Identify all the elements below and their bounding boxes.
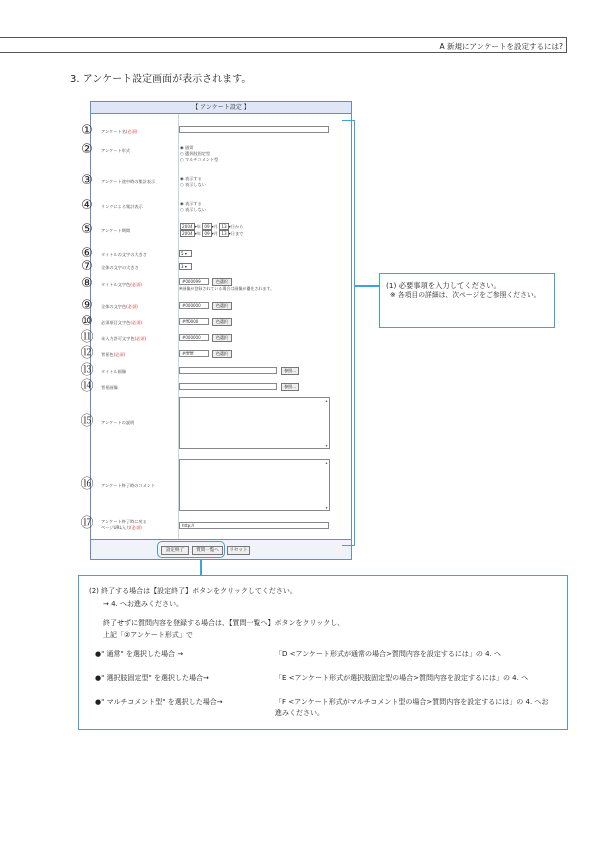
return-url-input[interactable]: http:// bbox=[179, 522, 329, 529]
title-image-input[interactable] bbox=[179, 367, 277, 374]
form-footer bbox=[91, 539, 351, 559]
row-number-16: ⑯ bbox=[80, 477, 94, 492]
row-label-14: 背景画像 bbox=[101, 385, 118, 390]
scroll-up-icon[interactable]: ▴ bbox=[325, 398, 328, 403]
optional-color-button[interactable]: 色選択 bbox=[212, 334, 232, 342]
row-label-13: タイトル画像 bbox=[101, 369, 127, 374]
format-option-multi[interactable]: ○ マルチコメント型 bbox=[180, 157, 219, 162]
title-size-select[interactable]: 5 ▾ bbox=[179, 250, 192, 257]
period-start[interactable]: 2004 ▾年 09 ▾月 13 ▾日から bbox=[182, 224, 244, 229]
row-number-9: ⑨ bbox=[81, 298, 93, 313]
finish-button[interactable]: 設定終了 bbox=[161, 546, 189, 555]
option-fixed-target: 「E <アンケート形式が選択肢固定型の場合>質問内容を設定するには」の 4. へ bbox=[275, 674, 529, 682]
option-fixed-label: ●" 選択肢固定型" を選択した場合→ bbox=[95, 674, 209, 682]
row-number-4: ④ bbox=[81, 198, 93, 213]
option-normal-label: ●" 通常" を選択した場合 → bbox=[95, 650, 184, 658]
bg-color-input[interactable]: #ffffff bbox=[179, 350, 209, 357]
row-label-6: タイトルの文字の大きさ bbox=[101, 252, 147, 257]
required-color-input[interactable]: #ff0000 bbox=[179, 318, 209, 325]
title-image-browse-button[interactable]: 参照... bbox=[281, 367, 299, 375]
row-number-5: ⑤ bbox=[81, 222, 93, 237]
title-color-note: ※画像が登録されている場合は画像が優先されます。 bbox=[179, 286, 275, 291]
survey-name-input[interactable] bbox=[179, 126, 329, 133]
link-show-radio[interactable]: ◉ 表示する bbox=[180, 201, 202, 206]
scroll-up-icon[interactable]: ▴ bbox=[325, 460, 328, 465]
option-multi-target: 「F <アンケート形式がマルチコメント型の場合>質問内容を設定するには」の 4. へお進みください。 bbox=[275, 698, 549, 717]
note1-line1: (1) 必要事項を入力してください。 bbox=[386, 281, 501, 290]
format-option-normal[interactable]: ◉ 通常 bbox=[180, 145, 194, 150]
row-label-17: アンケート終了時に戻る ページURL入力(必須) bbox=[101, 519, 147, 530]
row-number-3: ③ bbox=[81, 173, 93, 188]
row-number-6: ⑥ bbox=[81, 246, 93, 261]
optional-color-input[interactable]: #000000 bbox=[179, 334, 209, 341]
interim-hide-radio[interactable]: ○ 表示しない bbox=[180, 182, 206, 187]
required-color-button[interactable]: 色選択 bbox=[212, 318, 232, 326]
bracket-arm bbox=[355, 285, 379, 287]
form-title: 【 アンケート設定 】 bbox=[91, 102, 351, 114]
row-label-10: 必須項目文字色(必須) bbox=[101, 320, 142, 325]
period-end[interactable]: 2004 ▾年 09 ▾月 13 ▾日まで bbox=[182, 231, 244, 236]
description-textarea[interactable] bbox=[179, 397, 330, 449]
bg-color-button[interactable]: 色選択 bbox=[212, 350, 232, 358]
row-number-15: ⑮ bbox=[80, 414, 94, 429]
body-size-select[interactable]: 3 ▾ bbox=[179, 263, 192, 270]
end-comment-textarea[interactable] bbox=[179, 459, 330, 511]
question-list-button[interactable]: 質問一覧へ bbox=[192, 546, 223, 555]
step-title: 3. アンケート設定画面が表示されます。 bbox=[70, 74, 252, 85]
row-number-7: ⑦ bbox=[81, 259, 93, 274]
row-number-10: ⑩ bbox=[81, 314, 93, 329]
survey-settings-form bbox=[80, 101, 352, 560]
body-color-input[interactable]: #000000 bbox=[179, 302, 209, 309]
bg-image-input[interactable] bbox=[179, 383, 277, 390]
row-label-9: 全体の文字色(必須) bbox=[101, 304, 138, 309]
option-normal-target: 「D <アンケート形式が通常の場合>質問内容を設定するには」の 4. へ bbox=[275, 650, 502, 658]
format-option-fixed[interactable]: ○ 選択肢固定型 bbox=[180, 151, 211, 156]
row-label-15: アンケートの説明 bbox=[101, 420, 135, 425]
note2-line2: → 4. へお進みください。 bbox=[103, 600, 183, 608]
row-number-8: ⑧ bbox=[81, 276, 93, 291]
row-number-13: ⑬ bbox=[80, 363, 94, 378]
interim-show-radio[interactable]: ◉ 表示する bbox=[180, 176, 202, 181]
note-required-items bbox=[379, 273, 555, 328]
row-number-11: ⑪ bbox=[80, 330, 94, 345]
note1-line2: ※ 各項目の詳細は、次ページをご参照ください。 bbox=[390, 291, 541, 299]
row-number-17: ⑰ bbox=[80, 516, 94, 531]
row-label-7: 全体の文字の大きさ bbox=[101, 265, 139, 270]
body-color-button[interactable]: 色選択 bbox=[212, 302, 232, 310]
scroll-down-icon[interactable]: ▾ bbox=[325, 443, 328, 448]
row-label-5: アンケート期間 bbox=[101, 228, 131, 233]
bg-image-browse-button[interactable]: 参照... bbox=[281, 383, 299, 391]
header-title: A 新規にアンケートを設定するには? bbox=[439, 42, 563, 51]
note2-line4: 上記「②アンケート形式」で bbox=[103, 631, 193, 639]
row-label-3: アンケート途中時の集計表示 bbox=[101, 179, 156, 184]
row-label-2: アンケート形式 bbox=[101, 148, 131, 153]
note2-line3: 終了せずに質問内容を登録する場合は、【質問一覧へ】ボタンをクリックし、 bbox=[103, 619, 345, 627]
row-number-12: ⑫ bbox=[80, 346, 94, 361]
option-multi-label: ●" マルチコメント型" を選択した場合→ bbox=[95, 698, 223, 706]
title-color-button[interactable]: 色選択 bbox=[212, 278, 232, 286]
row-label-4: リンクによる集計表示 bbox=[101, 204, 143, 209]
bracket-line bbox=[342, 120, 355, 546]
connector-line bbox=[200, 560, 202, 575]
scroll-down-icon[interactable]: ▾ bbox=[325, 505, 328, 510]
link-hide-radio[interactable]: ○ 表示しない bbox=[180, 207, 206, 212]
row-number-2: ② bbox=[81, 142, 93, 157]
row-label-11: 未入力許可文字色(必須) bbox=[101, 336, 147, 341]
row-label-12: 背景色(必須) bbox=[101, 352, 126, 357]
note-finish-instructions bbox=[78, 575, 568, 730]
title-color-input[interactable]: #000099 bbox=[179, 278, 209, 285]
reset-button[interactable]: リセット bbox=[227, 546, 250, 555]
note2-line1: (2) 終了する場合は【設定終了】ボタンをクリックしてください。 bbox=[89, 587, 297, 595]
row-label-1: アンケート名(必須) bbox=[101, 129, 138, 134]
row-number-1: ① bbox=[81, 123, 93, 138]
row-label-16: アンケート終了時のコメント bbox=[101, 483, 156, 488]
row-label-8: タイトル文字色(必須) bbox=[101, 282, 142, 287]
row-number-14: ⑭ bbox=[80, 379, 94, 394]
